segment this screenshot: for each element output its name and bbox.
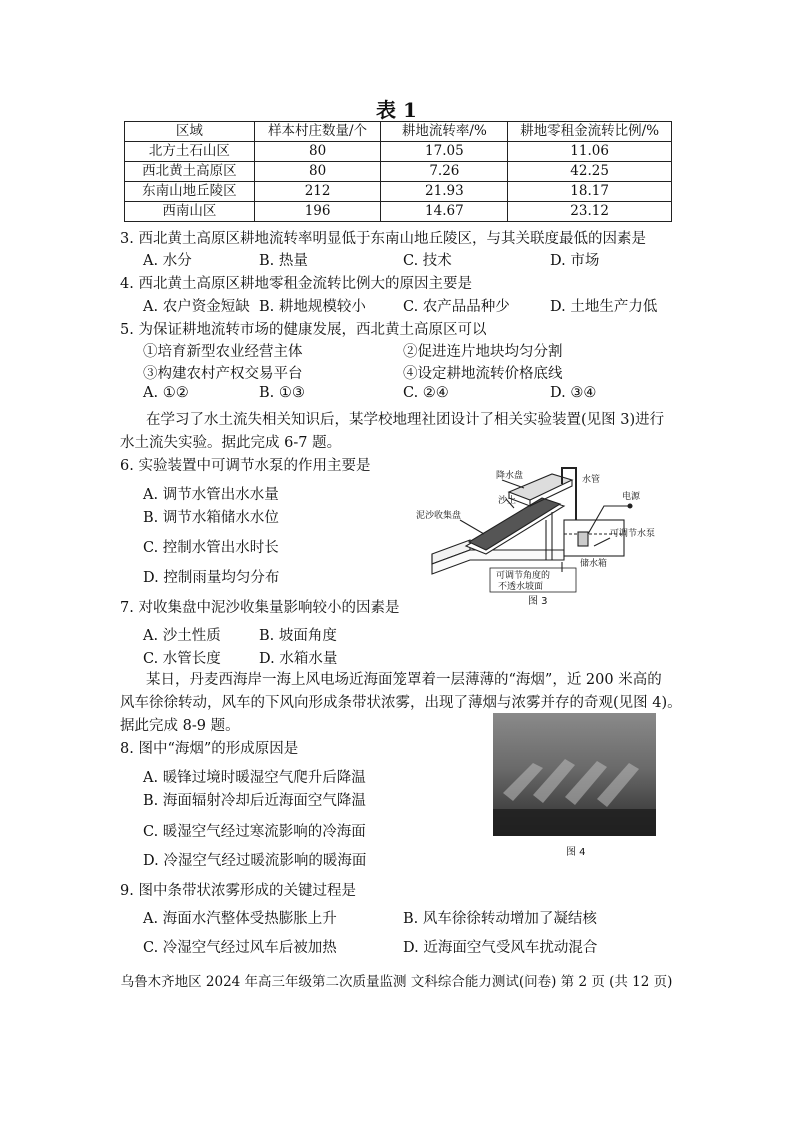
table-cell: 212	[254, 182, 381, 202]
figure-4-photo	[493, 713, 656, 836]
question-6-stem: 6. 实验装置中可调节水泵的作用主要是	[120, 458, 371, 474]
table-cell: 北方土石山区	[125, 142, 255, 162]
table-cell: 17.05	[381, 142, 508, 162]
q5-item-1: ①培育新型农业经营主体	[143, 344, 303, 360]
fig3-label-sand: 沙土	[498, 496, 517, 506]
table-cell: 7.26	[381, 162, 508, 182]
q8-option-c[interactable]: C. 暖湿空气经过寒流影响的冷海面	[143, 824, 366, 840]
table-header-row	[125, 122, 672, 142]
intro-6-7-line-2: 水土流失实验。据此完成 6-7 题。	[120, 435, 342, 451]
fig3-label-power: 电源	[622, 492, 641, 502]
fig3-label-slope-line-1: 可调节角度的	[496, 571, 551, 581]
table-cell: 11.06	[508, 142, 672, 162]
table-row	[125, 182, 672, 202]
table-header-cell: 区域	[125, 122, 255, 142]
intro-8-9-line-3: 据此完成 8-9 题。	[120, 718, 240, 734]
question-4-stem: 4. 西北黄土高原区耕地零租金流转比例大的原因主要是	[120, 276, 472, 292]
q5-item-2: ②促进连片地块均匀分割	[403, 344, 563, 360]
q8-option-b[interactable]: B. 海面辐射冷却后近海面空气降温	[143, 793, 366, 809]
fig3-label-sediment-tray: 泥沙收集盘	[416, 511, 462, 521]
table-title: 表 1	[376, 98, 417, 122]
intro-8-9-line-2: 风车徐徐转动，风车的下风向形成条带状浓雾，出现了薄烟与浓雾并存的奇观(见图 4)。	[120, 695, 682, 711]
q7-option-d[interactable]: D. 水箱水量	[259, 651, 338, 667]
q3-option-a[interactable]: A. 水分	[143, 253, 192, 269]
fig3-label-rain-tray: 降水盘	[496, 471, 524, 481]
question-8-stem: 8. 图中“海烟”的形成原因是	[120, 741, 299, 757]
table-cell: 18.17	[508, 182, 672, 202]
q6-option-d[interactable]: D. 控制雨量均匀分布	[143, 570, 280, 586]
q7-option-c[interactable]: C. 水管长度	[143, 651, 221, 667]
q5-option-b[interactable]: B. ①③	[259, 385, 305, 401]
q6-option-c[interactable]: C. 控制水管出水时长	[143, 540, 279, 556]
table-cell: 42.25	[508, 162, 672, 182]
table-cell: 西北黄土高原区	[125, 162, 255, 182]
table-cell: 23.12	[508, 202, 672, 222]
figure-4-caption: 图 4	[566, 847, 586, 858]
q8-option-a[interactable]: A. 暖锋过境时暖湿空气爬升后降温	[143, 770, 366, 786]
table-header-cell: 耕地零租金流转比例/%	[508, 122, 672, 142]
table-cell: 80	[254, 142, 381, 162]
q8-option-d[interactable]: D. 冷湿空气经过暖流影响的暖海面	[143, 853, 367, 869]
question-5-stem: 5. 为保证耕地流转市场的健康发展，西北黄土高原区可以	[120, 322, 487, 338]
q9-option-a[interactable]: A. 海面水汽整体受热膨胀上升	[143, 911, 337, 927]
table-row	[125, 142, 672, 162]
data-table	[124, 121, 672, 222]
sea-fog-image	[493, 713, 656, 836]
table-cell: 196	[254, 202, 381, 222]
fig3-label-slope-line-2: 不透水坡面	[498, 582, 544, 592]
q3-option-c[interactable]: C. 技术	[403, 253, 452, 269]
page-footer: 乌鲁木齐地区 2024 年高三年级第二次质量监测 文科综合能力测试(问卷) 第 2 页 (共 12 页)	[120, 974, 673, 990]
table-header-cell: 样本村庄数量/个	[254, 122, 381, 142]
table-cell: 21.93	[381, 182, 508, 202]
q6-option-a[interactable]: A. 调节水管出水水量	[143, 487, 279, 503]
q7-option-b[interactable]: B. 坡面角度	[259, 628, 337, 644]
q4-option-c[interactable]: C. 农产品品种少	[403, 299, 510, 315]
figure-3-apparatus	[414, 462, 669, 602]
q5-option-c[interactable]: C. ②④	[403, 385, 449, 401]
table-cell: 西南山区	[125, 202, 255, 222]
q3-option-d[interactable]: D. 市场	[550, 253, 600, 269]
figure-3-caption: 图 3	[528, 596, 548, 607]
q5-option-d[interactable]: D. ③④	[550, 385, 597, 401]
q5-item-3: ③构建农村产权交易平台	[143, 366, 303, 382]
table-header-cell: 耕地流转率/%	[381, 122, 508, 142]
intro-8-9-line-1: 某日，丹麦西海岸一海上风电场近海面笼罩着一层薄薄的“海烟”，近 200 米高的	[146, 672, 662, 688]
q9-option-d[interactable]: D. 近海面空气受风车扰动混合	[403, 940, 598, 956]
q9-option-c[interactable]: C. 冷湿空气经过风车后被加热	[143, 940, 337, 956]
question-7-stem: 7. 对收集盘中泥沙收集量影响较小的因素是	[120, 600, 400, 616]
question-9-stem: 9. 图中条带状浓雾形成的关键过程是	[120, 883, 356, 899]
q6-option-b[interactable]: B. 调节水箱储水水位	[143, 510, 279, 526]
table-cell: 80	[254, 162, 381, 182]
question-3-stem: 3. 西北黄土高原区耕地流转率明显低于东南山地丘陵区，与其关联度最低的因素是	[120, 231, 646, 247]
q5-option-a[interactable]: A. ①②	[143, 385, 189, 401]
table-cell: 东南山地丘陵区	[125, 182, 255, 202]
q4-option-d[interactable]: D. 土地生产力低	[550, 299, 658, 315]
table-row	[125, 202, 672, 222]
table-cell: 14.67	[381, 202, 508, 222]
table-row	[125, 162, 672, 182]
fig3-label-tank: 储水箱	[580, 559, 608, 569]
q4-option-b[interactable]: B. 耕地规模较小	[259, 299, 366, 315]
q9-option-b[interactable]: B. 风车徐徐转动增加了凝结核	[403, 911, 597, 927]
intro-6-7-line-1: 在学习了水土流失相关知识后，某学校地理社团设计了相关实验装置(见图 3)进行	[146, 412, 665, 428]
fig3-label-pipe: 水管	[582, 475, 601, 485]
q3-option-b[interactable]: B. 热量	[259, 253, 308, 269]
q7-option-a[interactable]: A. 沙土性质	[143, 628, 221, 644]
q5-item-4: ④设定耕地流转价格底线	[403, 366, 563, 382]
q4-option-a[interactable]: A. 农户资金短缺	[143, 299, 250, 315]
fig3-label-pump: 可调节水泵	[610, 529, 656, 539]
